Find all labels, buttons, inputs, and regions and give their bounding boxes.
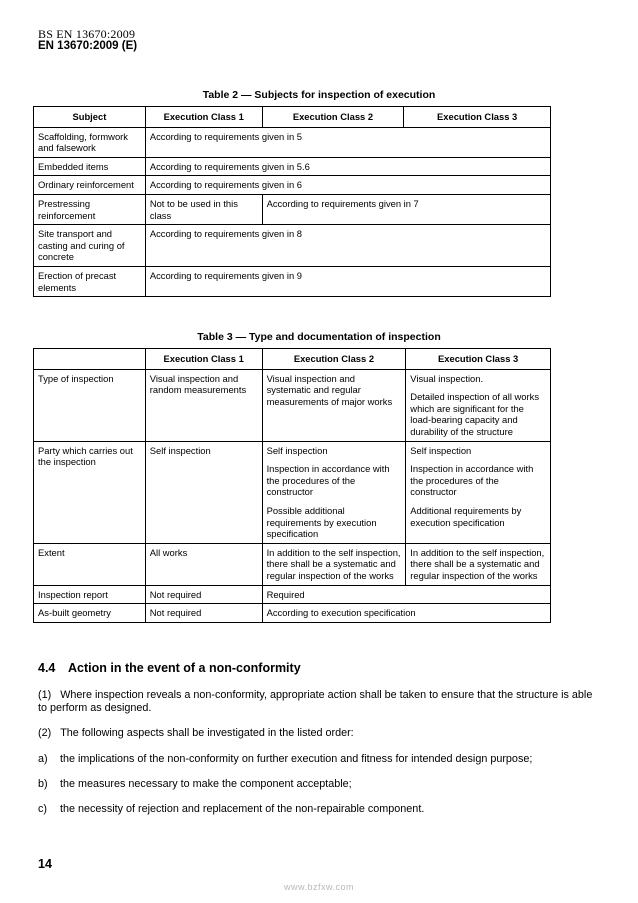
cell-paragraph: Self inspection xyxy=(266,444,328,456)
subject-cell: Site transport and casting and curing of concrete xyxy=(34,225,146,267)
cell-paragraph: Possible additional requirements by execution specification xyxy=(266,504,377,540)
class1-cell: All works xyxy=(145,543,262,585)
table-row xyxy=(34,225,551,267)
section-heading xyxy=(38,661,301,675)
table2-header-row xyxy=(34,107,551,128)
table3 xyxy=(33,348,551,623)
table-row xyxy=(34,127,551,157)
requirement-cell: According to requirements given in 6 xyxy=(145,176,550,195)
class2-cell: In addition to the self inspection, there shall be a systematic and regular inspection of the works xyxy=(262,543,406,585)
table2 xyxy=(33,106,551,297)
table3-header-cell: Execution Class 3 xyxy=(406,349,551,370)
subject-cell: Ordinary reinforcement xyxy=(34,176,146,195)
table-row xyxy=(34,194,551,224)
subject-cell: Embedded items xyxy=(34,157,146,176)
table3-header-cell xyxy=(34,349,146,370)
list-item-label: b) xyxy=(38,778,48,790)
subject-cell: Scaffolding, formwork and falsework xyxy=(34,127,146,157)
standard-code-line: BS EN 13670:2009 xyxy=(38,27,136,41)
class3-cell xyxy=(406,369,551,441)
table-row xyxy=(34,157,551,176)
class3-cell: In addition to the self inspection, there shall be a systematic and regular inspection of the works xyxy=(406,543,551,585)
watermark: www.bzfxw.com xyxy=(283,882,354,892)
class1-cell: Self inspection xyxy=(145,441,262,543)
list-item-text: the necessity of rejection and replacement of the non-repairable component. xyxy=(60,803,425,815)
list-item xyxy=(38,803,424,815)
requirement-cell: According to requirements given in 5 xyxy=(145,127,550,157)
cell-paragraph: Inspection in accordance with the procedures of the constructor xyxy=(410,463,534,498)
requirement-cell: According to requirements given in 8 xyxy=(145,225,550,267)
class3-cell xyxy=(406,441,551,543)
table-row xyxy=(34,369,551,441)
class23-cell: Required xyxy=(262,585,550,604)
table2-header-cell: Execution Class 2 xyxy=(262,107,404,128)
class1-cell: Not required xyxy=(145,585,262,604)
table2-header-cell: Execution Class 1 xyxy=(145,107,262,128)
cell-paragraph: Self inspection xyxy=(410,444,472,456)
subject-cell: Erection of precast elements xyxy=(34,266,146,296)
class23-cell: According to execution specification xyxy=(262,604,550,623)
list-item-label: a) xyxy=(38,753,48,765)
table-row xyxy=(34,604,551,623)
table-row xyxy=(34,441,551,543)
list-item xyxy=(38,753,532,765)
row-label-cell: As-built geometry xyxy=(34,604,146,623)
table-row xyxy=(34,543,551,585)
body-paragraph: (1) Where inspection reveals a non-conformity, appropriate action shall be taken to ensure that the structure is able to perform as designed. xyxy=(38,689,593,715)
cell-paragraph: Additional requirements by execution specification xyxy=(410,504,522,528)
requirement-cell: Not to be used in this class xyxy=(145,194,262,224)
table3-header-cell: Execution Class 1 xyxy=(145,349,262,370)
cell-paragraph: Inspection in accordance with the procedures of the constructor xyxy=(266,463,390,498)
row-label-cell: Party which carries out the inspection xyxy=(34,441,146,543)
list-item-text: the implications of the non-conformity on further execution and fitness for intended design purpose; xyxy=(60,753,533,765)
cell-paragraph: Visual inspection. xyxy=(410,372,484,384)
table3-caption: Table 3 — Type and documentation of inspection xyxy=(197,331,441,343)
subject-cell: Prestressing reinforcement xyxy=(34,194,146,224)
table3-header-row xyxy=(34,349,551,370)
requirement-cell: According to requirements given in 7 xyxy=(262,194,550,224)
row-label-cell: Extent xyxy=(34,543,146,585)
class1-cell: Not required xyxy=(145,604,262,623)
body-paragraph: (2) The following aspects shall be investigated in the listed order: xyxy=(38,727,354,739)
table-row xyxy=(34,266,551,296)
class1-cell: Visual inspection and random measurements xyxy=(145,369,262,441)
table-row xyxy=(34,176,551,195)
table2-header-cell: Execution Class 3 xyxy=(404,107,551,128)
table2-caption: Table 2 — Subjects for inspection of execution xyxy=(202,89,436,101)
table-row xyxy=(34,585,551,604)
list-item-label: c) xyxy=(38,803,47,815)
class2-cell xyxy=(262,441,406,543)
table2-header-cell: Subject xyxy=(34,107,146,128)
page-number: 14 xyxy=(38,857,52,871)
requirement-cell: According to requirements given in 5.6 xyxy=(145,157,550,176)
requirement-cell: According to requirements given in 9 xyxy=(145,266,550,296)
cell-paragraph: Detailed inspection of all works which are significant for the load-bearing capacity and durability of the structure xyxy=(410,391,540,437)
section-number: 4.4 xyxy=(38,661,56,675)
table3-header-cell: Execution Class 2 xyxy=(262,349,406,370)
row-label-cell: Inspection report xyxy=(34,585,146,604)
row-label-cell: Type of inspection xyxy=(34,369,146,441)
class2-cell: Visual inspection and systematic and regular measurements of major works xyxy=(262,369,406,441)
list-item xyxy=(38,778,352,790)
list-item-text: the measures necessary to make the component acceptable; xyxy=(60,778,352,790)
standard-code-line-english: EN 13670:2009 (E) xyxy=(38,40,138,52)
section-title: Action in the event of a non-conformity xyxy=(68,661,301,675)
